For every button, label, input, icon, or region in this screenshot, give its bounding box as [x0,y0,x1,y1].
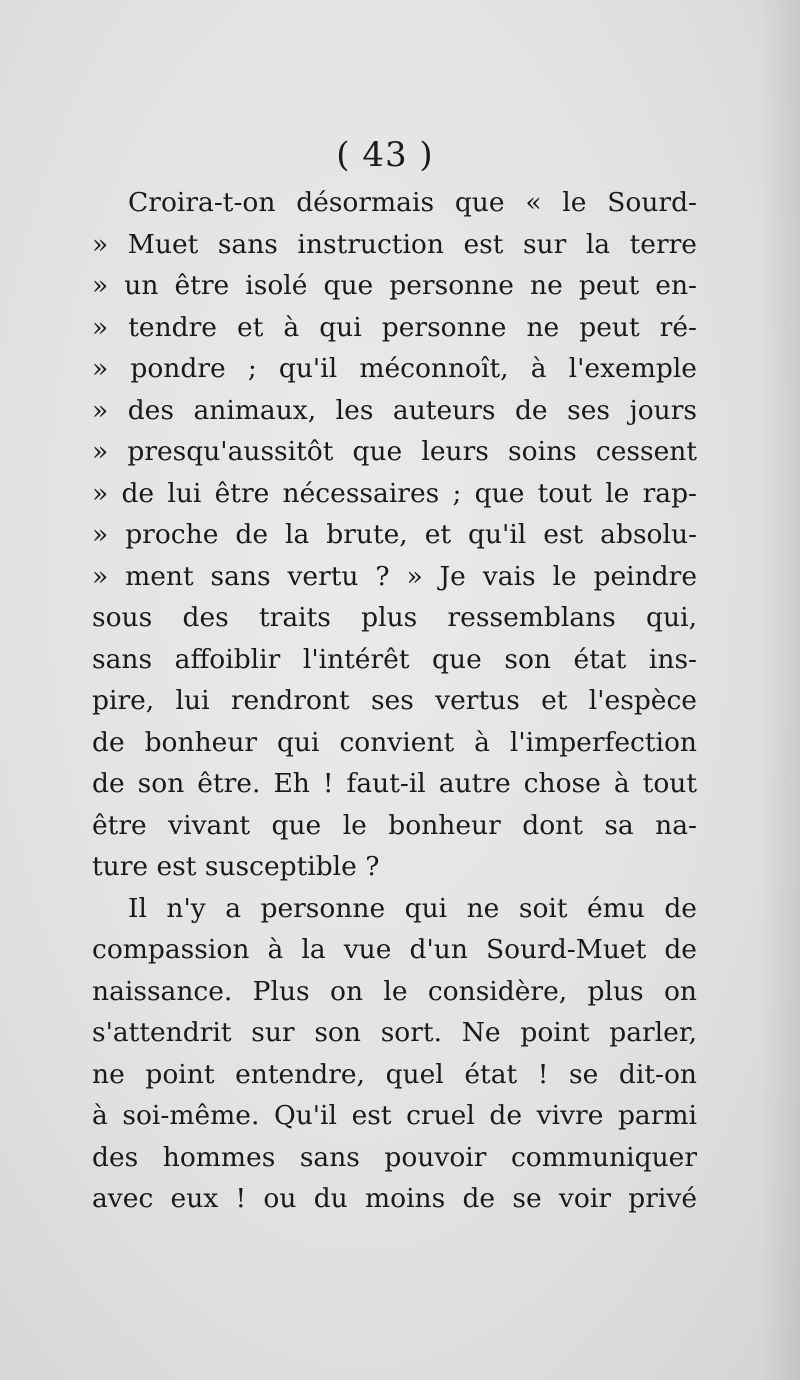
text-line: » un être isolé que personne ne peut en- [92,270,697,301]
text-line: ne point entendre, quel état ! se dit-on [92,1058,697,1090]
text-line: à soi-même. Qu'il est cruel de vivre parmi [92,1100,697,1131]
text-line: » ment sans vertu ? » Je vais le peindre [92,560,697,592]
text-line: des hommes sans pouvoir communiquer [92,1141,697,1173]
text-line: » Muet sans instruction est sur la terre [92,228,697,260]
text-line: avec eux ! ou du moins de se voir privé [92,1183,697,1214]
text-line: » pondre ; qu'il méconnoît, à l'exemple [92,353,697,384]
page-number: ( 43 ) [336,135,434,175]
text-line: » tendre et à qui personne ne peut ré- [92,311,697,343]
body-text [92,182,697,1220]
text-line: de bonheur qui convient à l'imperfection [92,726,697,758]
text-line: naissance. Plus on le considère, plus on [92,975,697,1007]
text-line: s'attendrit sur son sort. Ne point parler, [92,1017,697,1048]
text-line: sous des traits plus ressemblans qui, [92,602,697,633]
text-line: sans affoiblir l'intérêt que son état ins- [92,643,697,675]
text-line: Il n'y a personne qui ne soit ému de [128,892,697,924]
text-line: pire, lui rendront ses vertus et l'espèce [92,685,697,716]
text-line: » presqu'aussitôt que leurs soins cessent [92,436,697,467]
text-line: de son être. Eh ! faut-il autre chose à tout [92,768,697,799]
text-line: » des animaux, les auteurs de ses jours [92,394,697,426]
text-line: Croira-t-on désormais que « le Sourd- [128,187,697,218]
text-line: compassion à la vue d'un Sourd-Muet de [92,934,697,965]
text-line: » proche de la brute, et qu'il est absolu- [92,519,697,550]
text-line: » de lui être nécessaires ; que tout le rap- [92,477,697,509]
page-edge-shadow [760,0,800,1380]
text-line: ture est susceptible ? [92,851,380,882]
text-line: être vivant que le bonheur dont sa na- [92,809,697,841]
